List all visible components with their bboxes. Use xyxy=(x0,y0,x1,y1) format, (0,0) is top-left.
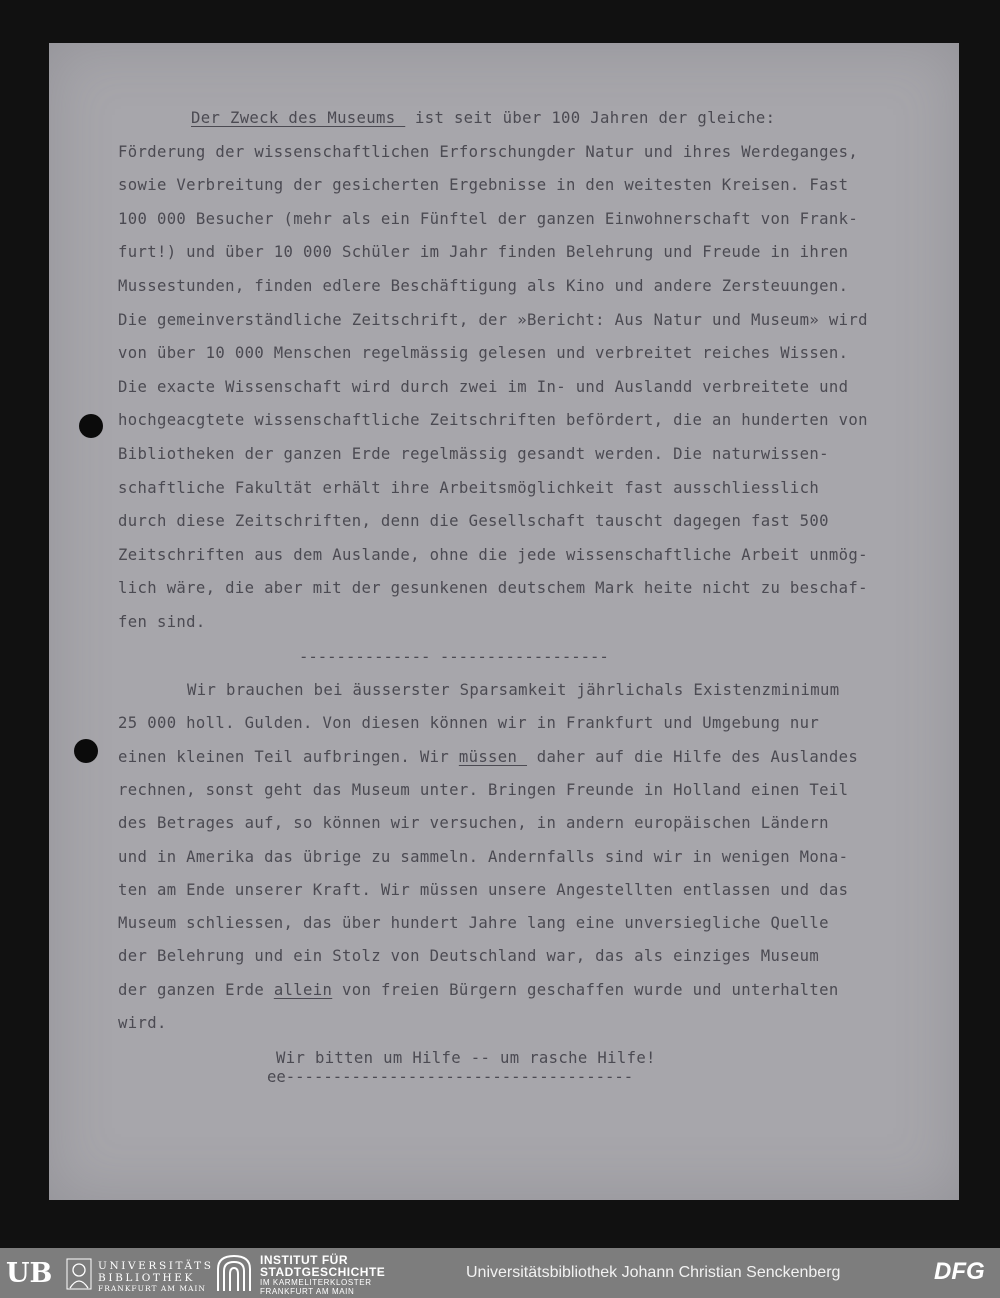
typed-line xyxy=(118,477,819,499)
separator-line-2: ee------------------------------------- xyxy=(267,1068,634,1086)
line-text: rechnen, sonst geht das Museum unter. Bringen Freunde in Holland einen Teil xyxy=(118,780,849,799)
typed-line xyxy=(118,141,858,163)
arch-icon xyxy=(214,1253,254,1293)
library-name[interactable]: Universitätsbibliothek Johann Christian Senckenberg xyxy=(466,1264,841,1281)
isg-line-4: FRANKFURT AM MAIN xyxy=(260,1287,355,1296)
line-text: einen kleinen Teil aufbringen. Wir xyxy=(118,747,459,766)
line-text: durch diese Zeitschriften, denn die Gesellschaft tauscht dagegen fast 500 xyxy=(118,512,829,531)
line-text: Zeitschriften aus dem Auslande, ohne die jede wissenschaftliche Arbeit unmög- xyxy=(118,545,868,564)
typed-line xyxy=(118,912,829,934)
typed-line xyxy=(118,510,829,532)
ub-line-2: BIBLIOTHEK xyxy=(98,1272,195,1284)
line-text: der Belehrung und ein Stolz von Deutschland war, das als einziges Museum xyxy=(118,947,820,966)
closing-line: Wir bitten um Hilfe -- um rasche Hilfe! xyxy=(276,1049,656,1067)
typed-line xyxy=(118,275,848,297)
underlined-text: allein xyxy=(273,980,333,999)
line-text: wird. xyxy=(118,1014,167,1032)
line-text: und in Amerika das übrige zu sammeln. Andernfalls sind wir in wenigen Mona- xyxy=(118,847,849,866)
typed-line xyxy=(118,577,868,599)
underlined-text: Der Zweck des Museums xyxy=(191,109,406,127)
typed-line xyxy=(191,107,775,129)
line-text: Die gemeinverständliche Zeitschrift, der »Bericht: Aus Natur und Museum» wird xyxy=(118,310,868,329)
line-text: 100 000 Besucher (mehr als ein Fünftel der ganzen Einwohnerschaft von Frank- xyxy=(118,209,859,228)
line-text: schaftliche Fakultät erhält ihre Arbeitsmöglichkeit fast ausschliesslich xyxy=(118,478,820,497)
line-text: fen sind. xyxy=(118,613,206,631)
line-text: ten am Ende unserer Kraft. Wir müssen unsere Angestellten entlassen und das xyxy=(118,880,849,899)
line-text: Förderung der wissenschaftlichen Erforschungder Natur und ihres Werdeganges, xyxy=(118,142,859,161)
line-text: daher auf die Hilfe des Auslandes xyxy=(527,747,859,766)
typed-line xyxy=(118,544,868,566)
typed-line xyxy=(118,812,829,834)
typed-line xyxy=(118,342,848,364)
line-text: Wir brauchen bei äusserster Sparsamkeit jährlichals Existenzminimum xyxy=(187,681,840,699)
dfg-logo[interactable]: DFG xyxy=(934,1258,985,1285)
line-text: lich wäre, die aber mit der gesunkenen deutschem Mark heite nicht zu beschaf- xyxy=(118,579,868,598)
typed-line xyxy=(118,241,848,263)
typed-line xyxy=(118,376,848,398)
isg-line-3: IM KARMELITERKLOSTER xyxy=(260,1278,372,1287)
line-text: des Betrages auf, so können wir versuchen, in andern europäischen Ländern xyxy=(118,814,829,833)
typed-text xyxy=(49,43,959,1200)
line-text: furt!) und über 10 000 Schüler im Jahr finden Belehrung und Freude in ihren xyxy=(118,243,849,262)
line-text: der ganzen Erde xyxy=(118,980,274,999)
typed-line xyxy=(118,746,858,768)
footer-bar xyxy=(0,1248,1000,1298)
line-text: Mussestunden, finden edlere Beschäftigung als Kino und andere Zersteuungen. xyxy=(118,277,849,295)
ub-library-logo[interactable] xyxy=(6,1254,214,1294)
line-text: Bibliotheken der ganzen Erde regelmässig gesandt werden. Die naturwissen- xyxy=(118,445,829,463)
line-text: Museum schliessen, das über hundert Jahre lang eine unversiegliche Quelle xyxy=(118,914,829,933)
document-page xyxy=(49,43,959,1200)
line-text: Die exacte Wissenschaft wird durch zwei im In- und Auslandd verbreitete und xyxy=(118,377,849,396)
typed-line xyxy=(118,979,839,1001)
typed-line xyxy=(118,712,819,734)
typed-line xyxy=(118,945,819,967)
typed-line xyxy=(118,611,206,633)
typed-line xyxy=(187,679,839,701)
line-text: 25 000 holl. Gulden. Von diesen können wir in Frankfurt und Umgebung nur xyxy=(118,714,820,733)
isg-line-2: STADTGESCHICHTE xyxy=(260,1265,386,1279)
ub-line-1: UNIVERSITÄTS xyxy=(98,1260,214,1272)
underlined-text: müssen xyxy=(458,747,528,766)
typed-line xyxy=(118,208,858,230)
line-text: hochgeacgtete wissenschaftliche Zeitschriften befördert, die an hunderten von xyxy=(118,411,868,430)
ub-mark: UB xyxy=(6,1258,53,1289)
typed-line xyxy=(118,879,848,901)
typed-line xyxy=(118,779,848,801)
separator-line-1: -------------- ------------------ xyxy=(299,648,609,666)
line-text: von über 10 000 Menschen regelmässig gelesen und verbreitet reiches Wissen. xyxy=(118,344,849,363)
isg-line-1: INSTITUT FÜR xyxy=(260,1253,348,1267)
line-text: sowie Verbreitung der gesicherten Ergebnisse in den weitesten Kreisen. Fast xyxy=(118,176,849,195)
typed-line xyxy=(118,309,868,331)
typed-line xyxy=(118,846,848,868)
typed-line xyxy=(118,409,868,431)
typed-line xyxy=(118,174,848,196)
line-text: ist seit über 100 Jahren der gleiche: xyxy=(405,109,776,127)
line-text: von freien Bürgern geschaffen wurde und unterhalten xyxy=(332,980,839,999)
typed-line xyxy=(118,1012,167,1034)
isg-logo[interactable] xyxy=(214,1252,414,1294)
typed-line xyxy=(118,443,829,465)
ub-line-3: FRANKFURT AM MAIN xyxy=(98,1284,206,1293)
portrait-icon xyxy=(66,1258,92,1290)
